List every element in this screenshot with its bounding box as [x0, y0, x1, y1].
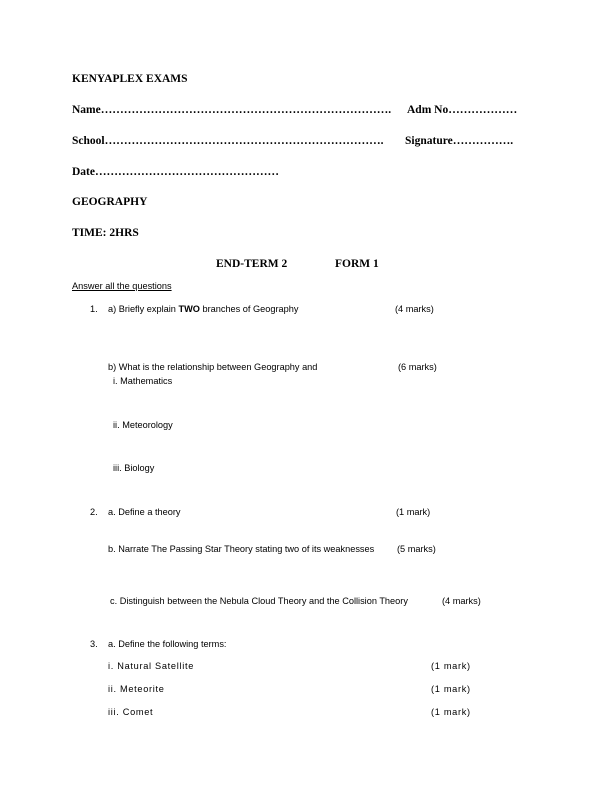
q3-term-meteorite: ii. Meteorite [108, 684, 165, 694]
q3-term-natural-satellite: i. Natural Satellite [108, 661, 195, 671]
date-field-line: Date………………………………………… [72, 166, 279, 178]
term-label: END-TERM 2 [216, 258, 288, 270]
school-field-line: School………………………………………………………………. [72, 135, 384, 147]
q2-number: 2. [90, 507, 98, 517]
q1b-item-biology: iii. Biology [113, 463, 155, 473]
name-field-line: Name…………………………………………………………………. [72, 104, 392, 116]
q1b-item-mathematics: i. Mathematics [113, 376, 173, 386]
subject-title: GEOGRAPHY [72, 196, 148, 208]
q3-term-marks: (1 mark) [431, 707, 471, 717]
q1b-text: b) What is the relationship between Geography and [108, 362, 318, 372]
time-allowed: TIME: 2HRS [72, 227, 139, 239]
q3a-text: a. Define the following terms: [108, 639, 227, 649]
signature-field-line: Signature……………. [405, 135, 514, 147]
q2b-text: b. Narrate The Passing Star Theory stating two of its weaknesses [108, 544, 375, 554]
q1a-text: a) Briefly explain TWO branches of Geography [108, 304, 299, 314]
q2b-marks: (5 marks) [397, 544, 436, 554]
q1-number: 1. [90, 304, 98, 314]
q3-term-comet: iii. Comet [108, 707, 154, 717]
form-label: FORM 1 [335, 258, 379, 270]
adm-no-field-line: Adm No……………… [407, 104, 518, 116]
q3-term-marks: (1 mark) [431, 661, 471, 671]
exam-body-title: KENYAPLEX EXAMS [72, 73, 188, 85]
q1b-item-meteorology: ii. Meteorology [113, 420, 173, 430]
q1a-keyword: TWO [178, 304, 200, 314]
q2c-text: c. Distinguish between the Nebula Cloud Theory and the Collision Theory [110, 596, 408, 606]
q2a-text: a. Define a theory [108, 507, 181, 517]
q3-number: 3. [90, 639, 98, 649]
q1b-marks: (6 marks) [398, 362, 437, 372]
q2c-marks: (4 marks) [442, 596, 481, 606]
q2a-marks: (1 mark) [396, 507, 431, 517]
q1a-marks: (4 marks) [395, 304, 434, 314]
instructions: Answer all the questions [72, 281, 172, 291]
q3-term-marks: (1 mark) [431, 684, 471, 694]
